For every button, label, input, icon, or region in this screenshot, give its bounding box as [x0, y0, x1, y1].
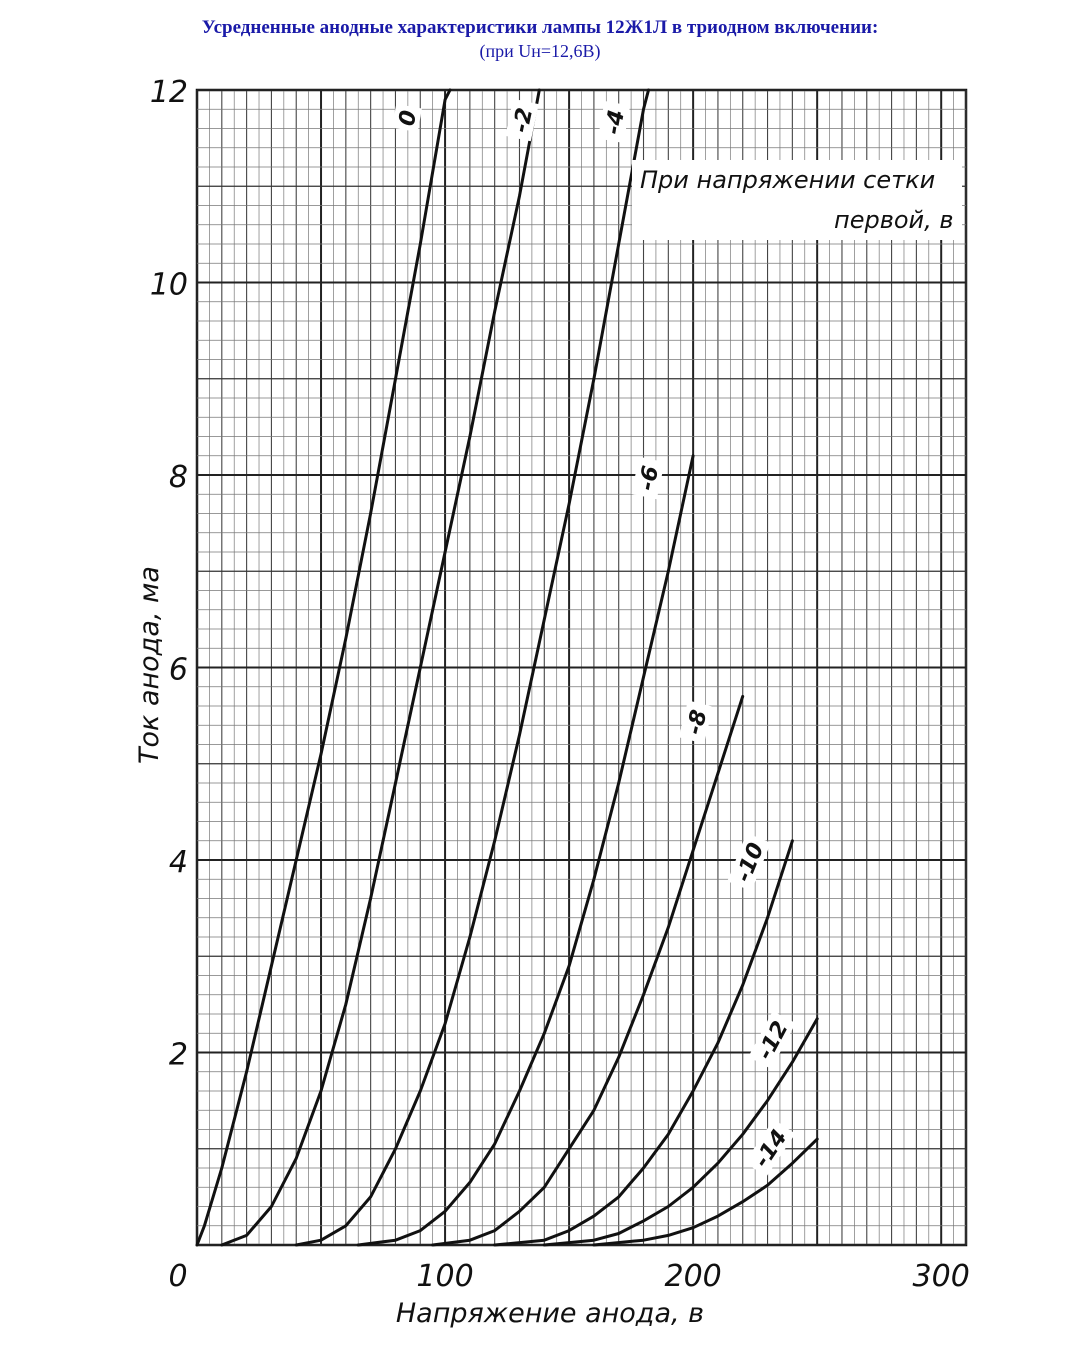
chart-title: Усредненные анодные характеристики лампы 12Ж1Л в триодном включении:: [201, 17, 879, 38]
legend-title-line2: первой, в: [834, 206, 954, 234]
curve-label: 0: [394, 108, 423, 128]
curve-label: -14: [749, 1125, 793, 1173]
legend: [632, 160, 962, 240]
x-tick-label: 100: [416, 1259, 474, 1294]
y-tick-label: 6: [168, 652, 188, 688]
x-tick-label: 300: [912, 1259, 970, 1294]
chart-subtitle: (при Uн=12,6В): [479, 41, 601, 61]
y-tick-label: 4: [168, 845, 188, 880]
curve-label: -12: [752, 1017, 794, 1065]
y-tick-label: 8: [168, 460, 188, 495]
curve-label: -6: [634, 463, 665, 493]
x-axis-label: Напряжение анода, в: [395, 1298, 705, 1329]
y-axis-label: Ток анода, ма: [134, 566, 165, 764]
curve-label: -8: [682, 707, 713, 738]
legend-title-line1: При напряжении сетки: [640, 166, 936, 194]
curve-label: -10: [731, 839, 770, 886]
y-tick-label: 10: [149, 267, 188, 303]
curve-label: -4: [601, 108, 630, 137]
curve-label-group: [392, 104, 423, 132]
x-tick-label: 0: [168, 1259, 188, 1294]
x-tick-label: 200: [664, 1259, 722, 1294]
y-tick-label: 12: [149, 75, 188, 110]
curve-label: -2: [508, 105, 539, 135]
y-tick-label: 2: [168, 1037, 188, 1073]
plot-grid: [197, 90, 966, 1245]
